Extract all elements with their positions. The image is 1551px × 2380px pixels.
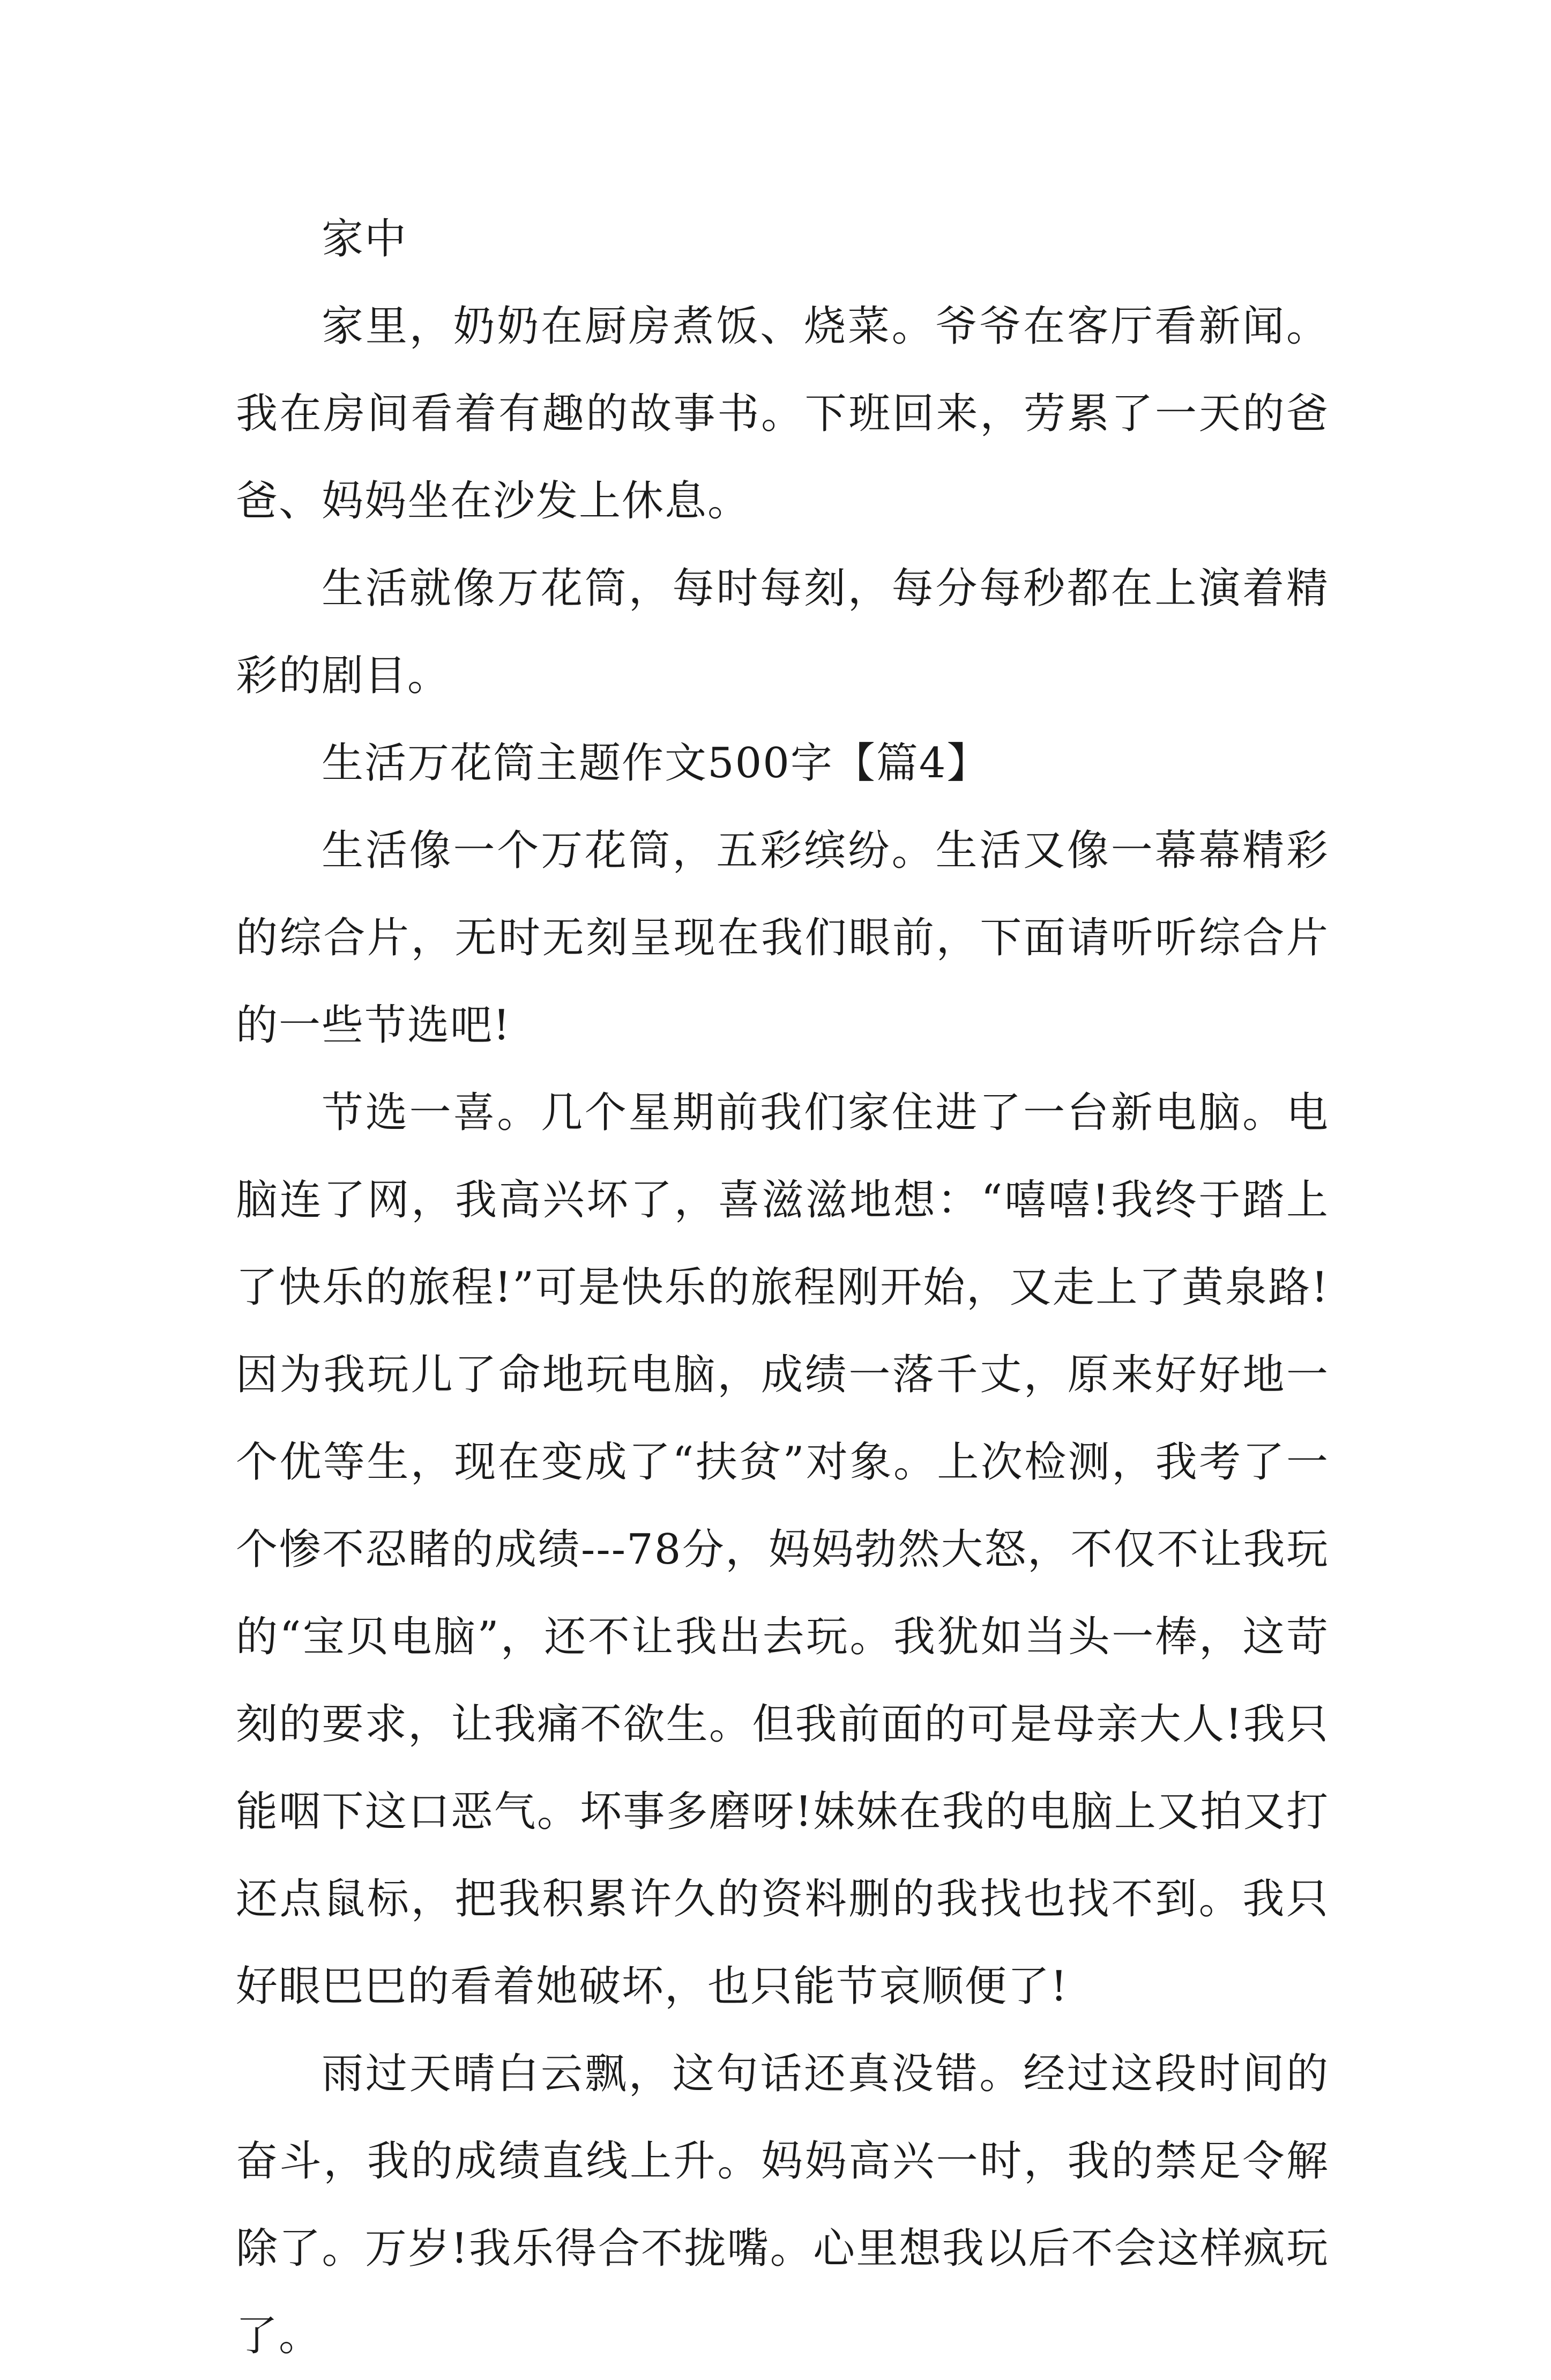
document-body (236, 196, 1329, 2380)
paragraph-life-kaleidoscope: 生活就像万花筒，每时每刻，每分每秒都在上演着精彩的剧目。 (236, 564, 1329, 700)
paragraph-home-heading: 家中 (322, 215, 408, 263)
section-heading-essay-4: 生活万花筒主题作文500字【篇4】 (322, 739, 990, 787)
paragraph-home-scene: 家里，奶奶在厨房煮饭、烧菜。爷爷在客厅看新闻。我在房间看着有趣的故事书。下班回来，劳累了一天的爸爸、妈妈坐在沙发上休息。 (236, 302, 1329, 525)
paragraph-intro: 生活像一个万花筒，五彩缤纷。生活又像一幕幕精彩的综合片，无时无刻呈现在我们眼前，下面请听听综合片的一些节选吧! (236, 827, 1329, 1050)
paragraph-excerpt-joy: 节选一喜。几个星期前我们家住进了一台新电脑。电脑连了网，我高兴坏了，喜滋滋地想：“嘻嘻!我终于踏上了快乐的旅程!”可是快乐的旅程刚开始，又走上了黄泉路!因为我玩儿了命地玩电脑，成绩一落千丈，原来好好地一个优等生，现在变成了“扶贫”对象。上次检测，我考了一个惨不忍睹的成绩---78分，妈妈勃然大怒，不仅不让我玩的“宝贝电脑”，还不让我出去玩。我犹如当头一棒，这苛刻的要求，让我痛不欲生。但我前面的可是母亲大人!我只能咽下这口恶气。坏事多磨呀!妹妹在我的电脑上又拍又打还点鼠标，把我积累许久的资料删的我找也找不到。我只好眼巴巴的看着她破坏，也只能节哀顺便了! (236, 1089, 1329, 2011)
paragraph-after-rain: 雨过天晴白云飘，这句话还真没错。经过这段时间的奋斗，我的成绩直线上升。妈妈高兴一时，我的禁足令解除了。万岁!我乐得合不拢嘴。心里想我以后不会这样疯玩了。 (236, 2050, 1329, 2360)
